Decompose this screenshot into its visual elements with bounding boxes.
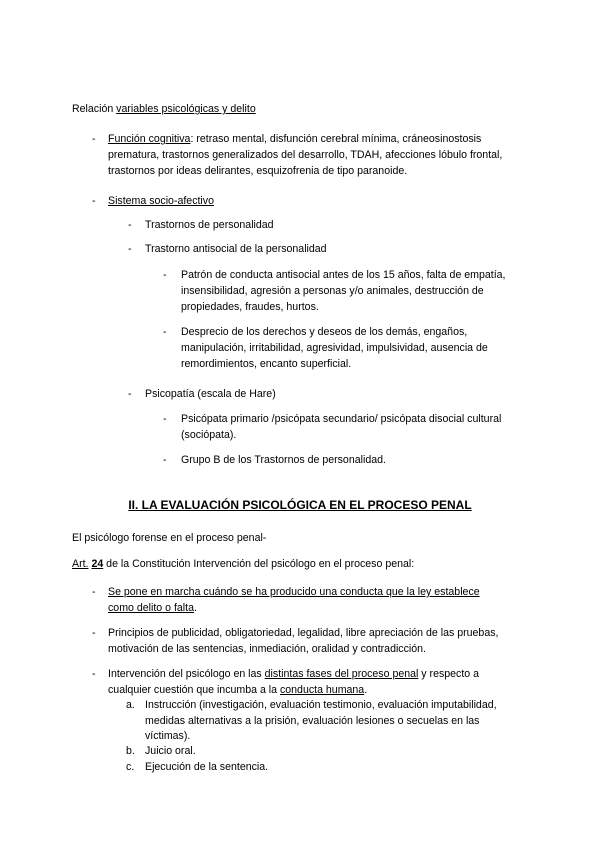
bullet3-l1-b: y respecto a (418, 668, 480, 680)
bullet1-end: . (193, 602, 197, 614)
bullet-dash: - (92, 627, 96, 639)
psychopathy-a-line-1: Psicópata primario /psicópata secundario/ psicópata disocial cultural (181, 413, 502, 425)
antisocial-b-line-1: Desprecio de los derechos y deseos de los demás, engaños, (181, 326, 468, 338)
bullet-dash: - (163, 454, 167, 466)
bullet1-line-2 (108, 601, 197, 616)
bullet2-line-1: Principios de publicidad, obligatoriedad, legalidad, libre apreciación de las pruebas, (108, 627, 499, 639)
antisocial-b-line-3: remordimientos, encanto superficial. (181, 358, 352, 370)
list-b-line-1: Juicio oral. (145, 745, 196, 757)
bullet3-l1-a: Intervención del psicólogo en las (108, 668, 265, 680)
sub-psychopathy: Psicopatía (escala de Hare) (145, 388, 276, 400)
bullet-dash: - (163, 326, 167, 338)
bullet3-line-2 (108, 683, 367, 698)
list-marker-c: c. (126, 761, 135, 773)
cognitive-line-1 (108, 132, 481, 147)
cognitive-line-2: prematura, trastornos generalizados del desarrollo, TDAH, afecciones lóbulo frontal, (108, 149, 503, 161)
bullet-dash: - (92, 586, 96, 598)
cognitive-line-3: trastornos por ideas delirantes, esquizofrenia de tipo paranoide. (108, 165, 408, 177)
list-c-line-1: Ejecución de la sentencia. (145, 761, 269, 773)
article-rest: de la Constitución Intervención del psicólogo en el proceso penal: (103, 558, 415, 570)
bullet1-line-1: Se pone en marcha cuándo se ha producido una conducta que la ley establece (108, 586, 480, 598)
bullet-dash: - (163, 269, 167, 281)
bullet3-l2-a: cualquier cuestión que incumba a la (108, 684, 280, 696)
bullet-dash: - (92, 133, 96, 145)
antisocial-a-line-2: insensibilidad, agresión a personas y/o animales, destrucción de (181, 285, 484, 297)
sub-personality-disorders: Trastornos de personalidad (145, 219, 274, 231)
section-title-underlined: variables psicológicas y delito (116, 103, 256, 115)
bullet-dash: - (128, 219, 132, 231)
bullet3-line-1 (108, 667, 479, 682)
socio-affective-label: Sistema socio-afectivo (108, 195, 214, 207)
bullet-dash: - (163, 413, 167, 425)
cognitive-line-1-text: : retraso mental, disfunción cerebral mínima, cráneosinostosis (190, 133, 482, 145)
list-marker-a: a. (126, 699, 135, 711)
intro-line: El psicólogo forense en el proceso penal- (72, 532, 267, 544)
list-a-line-2: medidas alternativas a la prisión, evaluación lesiones o secuelas en las (145, 715, 480, 727)
bullet3-l2-b: . (364, 684, 368, 696)
bullet3-l2-u: conducta humana (279, 684, 365, 696)
antisocial-a-line-1: Patrón de conducta antisocial antes de los 15 años, falta de empatía, (181, 269, 506, 281)
psychopathy-a-line-2: (sociópata). (181, 429, 237, 441)
antisocial-a-line-3: propiedades, fraudes, hurtos. (181, 301, 319, 313)
list-a-line-3: víctimas). (145, 730, 191, 742)
list-a-line-1: Instrucción (investigación, evaluación testimonio, evaluación imputabilidad, (145, 699, 497, 711)
cognitive-label: Función cognitiva (108, 133, 191, 145)
section-title (72, 102, 256, 117)
bullet-dash: - (128, 388, 132, 400)
antisocial-b-line-2: manipulación, irritabilidad, agresividad, impulsividad, ausencia de (181, 342, 488, 354)
article-number: 24 (91, 558, 104, 570)
section-title-prefix: Relación (72, 103, 117, 115)
list-marker-b: b. (126, 745, 135, 757)
article-label: Art. (72, 558, 89, 570)
bullet-dash: - (92, 668, 96, 680)
section-heading: II. LA EVALUACIÓN PSICOLÓGICA EN EL PROCESO PENAL (128, 498, 472, 512)
bullet-dash: - (128, 243, 132, 255)
sub-antisocial-disorder: Trastorno antisocial de la personalidad (145, 243, 327, 255)
bullet1-line-2-text: como delito o falta (108, 602, 194, 614)
psychopathy-b: Grupo B de los Trastornos de personalidad. (181, 454, 386, 466)
bullet2-line-2: motivación de las sentencias, inmediación, oralidad y contradicción. (108, 643, 426, 655)
bullet-dash: - (92, 195, 96, 207)
article-line (72, 557, 414, 572)
bullet3-l1-u: distintas fases del proceso penal (264, 668, 419, 680)
